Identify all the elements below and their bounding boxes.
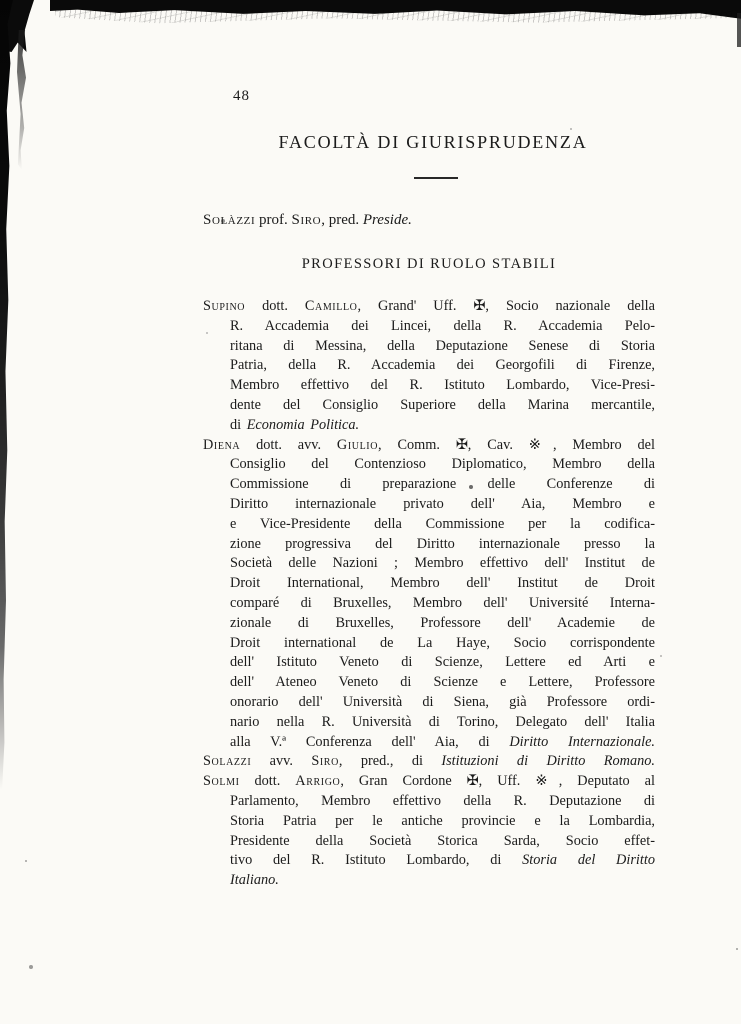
professor-entry xyxy=(203,752,655,772)
text-segment: Solazzi xyxy=(203,753,252,770)
text-segment: Siro xyxy=(311,753,339,770)
body-line xyxy=(230,733,655,753)
professor-entry xyxy=(203,436,655,753)
scan-edge-right xyxy=(737,13,741,47)
body-line xyxy=(203,436,655,456)
body-line xyxy=(230,832,655,852)
text-segment: Preside. xyxy=(362,212,412,228)
body-line xyxy=(230,396,655,416)
dean-line xyxy=(203,212,412,229)
body-line xyxy=(230,851,655,871)
text-segment: Siro xyxy=(291,212,322,228)
body-line xyxy=(230,455,655,475)
text-segment: Diena xyxy=(203,436,241,453)
text-segment: Storia del Diritto xyxy=(522,852,655,869)
text-segment: tivo del R. Istituto Lombardo, di xyxy=(230,852,523,869)
text-segment: , Grand' Uff. ✠, Socio nazionale della xyxy=(357,298,655,314)
text-segment: Italiano. xyxy=(230,872,279,889)
text-segment: Parlamento, Membro effettivo della R. Deputazione di xyxy=(230,792,655,809)
text-segment: di xyxy=(230,416,247,433)
text-segment: Droit international de La Haye, Socio corrispondente xyxy=(230,634,655,651)
body-line xyxy=(230,713,655,733)
page-title: FACOLTÀ DI GIURISPRUDENZA xyxy=(278,132,588,152)
text-segment: prof. xyxy=(255,212,292,228)
text-segment: alla V.ª Conferenza dell' Aia, di xyxy=(230,733,510,750)
scan-edge-left xyxy=(0,0,13,790)
text-segment: Solàzzi xyxy=(203,212,256,228)
text-segment: Droit International, Membro dell' Institut de Droit xyxy=(230,575,655,592)
text-segment: Membro effettivo del R. Istituto Lombardo, Vice-Presi- xyxy=(230,377,655,394)
body-line xyxy=(230,356,655,376)
text-segment: Consiglio del Contenzioso Diplomatico, Membro della xyxy=(230,456,655,473)
text-segment: Patria, della R. Accademia dei Georgofili di Firenze, xyxy=(230,357,655,374)
text-segment: Giulio xyxy=(336,436,379,453)
text-segment: Storia Patria per le antiche provincie e la Lombardia, xyxy=(230,812,655,829)
text-segment: Diritto internazionale privato dell' Aia, Membro e xyxy=(230,495,655,512)
scan-specks xyxy=(0,0,2,2)
text-segment: R. Accademia dei Lincei, della R. Accademia Pelo- xyxy=(230,317,655,334)
body-line xyxy=(230,376,655,396)
body-line xyxy=(230,554,655,574)
body-line xyxy=(230,515,655,535)
text-segment: Istituzioni di Diritto Romano. xyxy=(441,753,655,770)
text-segment: , Comm. ✠, Cav. ※, Membro del xyxy=(378,436,655,453)
text-segment: e Vice-Presidente della Commissione per la codifica- xyxy=(230,515,655,532)
text-segment: dott. xyxy=(239,773,296,790)
text-segment: Presidente della Società Storica Sarda, Socio effet- xyxy=(230,832,655,849)
text-segment: dell' Istituto Veneto di Scienze, Lettere ed Arti e xyxy=(230,654,655,671)
body-line xyxy=(230,535,655,555)
body-line xyxy=(230,495,655,515)
body-line xyxy=(203,772,655,792)
professor-entry xyxy=(203,297,655,436)
body-line xyxy=(230,416,655,436)
text-segment: Società delle Nazioni ; Membro effettivo dell' Institut de xyxy=(230,555,655,572)
professor-list xyxy=(203,297,655,891)
title-divider-rule xyxy=(414,177,458,179)
body-line xyxy=(230,614,655,634)
text-segment: Arrigo xyxy=(295,773,341,790)
body-line xyxy=(230,792,655,812)
text-segment: zione progressiva del Diritto internazionale presso la xyxy=(230,535,655,552)
section-heading: PROFESSORI DI RUOLO STABILI xyxy=(301,256,557,272)
text-segment: dell' Ateneo Veneto di Scienze e Lettere, Professore xyxy=(230,674,655,691)
body-line xyxy=(230,673,655,693)
body-line xyxy=(230,812,655,832)
text-segment: , Gran Cordone ✠, Uff. ※, Deputato al xyxy=(340,773,655,790)
scan-noise-top xyxy=(55,10,741,24)
text-segment: dente del Consiglio Superiore della Marina mercantile, xyxy=(230,396,655,413)
body-line xyxy=(230,317,655,337)
body-line xyxy=(230,594,655,614)
text-segment: Economia Politica. xyxy=(246,416,360,433)
text-segment: Diritto Internazionale. xyxy=(509,733,655,750)
scan-streak-left xyxy=(17,30,26,170)
text-segment: Camillo xyxy=(304,298,358,314)
body-line xyxy=(230,653,655,673)
body-line xyxy=(203,752,655,772)
text-segment: , pred. xyxy=(321,212,363,228)
body-line xyxy=(230,871,655,891)
text-segment: dott. avv. xyxy=(240,436,337,453)
body-line xyxy=(230,337,655,357)
professor-entry xyxy=(203,772,655,891)
text-segment: onorario dell' Università di Siena, già Professore ordi- xyxy=(230,693,655,710)
text-segment: ritana di Messina, della Deputazione Senese di Storia xyxy=(230,337,655,354)
body-line xyxy=(203,297,655,317)
body-line xyxy=(230,693,655,713)
text-segment: avv. xyxy=(251,753,312,770)
body-line xyxy=(230,634,655,654)
text-segment: dott. xyxy=(245,298,305,314)
text-segment: comparé di Bruxelles, Membro dell' Université Interna- xyxy=(230,594,655,611)
text-segment: Commissione di preparazione delle Conferenze di xyxy=(230,476,655,493)
page-number: 48 xyxy=(233,88,250,104)
text-segment: nario nella R. Università di Torino, Delegato dell' Italia xyxy=(230,713,655,730)
text-segment: Solmi xyxy=(203,773,240,790)
text-segment: , pred., di xyxy=(338,753,442,770)
text-segment: Supino xyxy=(203,298,246,314)
body-line xyxy=(230,574,655,594)
body-line xyxy=(230,475,655,495)
text-segment: zionale di Bruxelles, Professore dell' Academie de xyxy=(230,614,655,631)
